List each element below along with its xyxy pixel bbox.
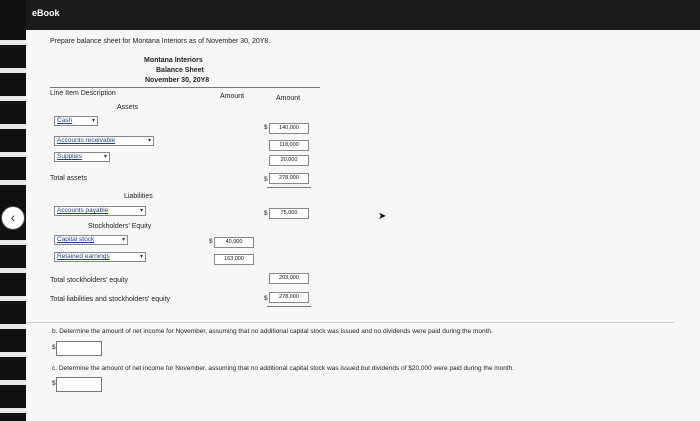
ebook-label[interactable]: eBook: [32, 8, 60, 18]
rail-stripe: [0, 124, 26, 129]
rail-stripe: [0, 96, 26, 101]
accounts-receivable-select[interactable]: Accounts receivable ▾: [54, 136, 154, 146]
worksheet: [26, 30, 700, 421]
rail-stripe: [0, 240, 26, 245]
dollar-sign: $: [264, 295, 268, 302]
top-bar: [26, 0, 700, 30]
liabilities-label: Liabilities: [124, 193, 153, 200]
total-double-rule: [267, 306, 311, 307]
accounts-receivable-amount[interactable]: 118,000: [269, 140, 309, 151]
total-equity-label: Total stockholders' equity: [50, 277, 128, 284]
assets-label: Assets: [117, 104, 139, 111]
net-income-b-input[interactable]: [56, 341, 102, 356]
accounts-payable-select[interactable]: Accounts payable ▾: [54, 206, 146, 216]
col-description: Line Item Description: [50, 90, 116, 97]
total-liabilities-equity-amount[interactable]: 278,000: [269, 292, 309, 303]
rail-stripe: [0, 68, 26, 73]
header-rule: [50, 87, 320, 88]
dollar-sign: $: [209, 238, 213, 245]
equity-label: Stockholders' Equity: [88, 223, 152, 230]
rail-stripe: [0, 380, 26, 385]
statement-title: Balance Sheet: [156, 67, 204, 74]
col-amount-2: Amount: [276, 95, 301, 102]
cash-select[interactable]: Cash ▾: [54, 116, 98, 126]
net-income-c-input[interactable]: [56, 377, 102, 392]
supplies-select[interactable]: Supplies ▾: [54, 152, 110, 162]
section-divider: [26, 322, 674, 323]
company-name: Montana Interiors: [144, 57, 203, 64]
chevron-left-icon: ‹: [10, 209, 16, 225]
capital-stock-select[interactable]: Capital stock ▾: [54, 235, 128, 245]
rail-stripe: [0, 296, 26, 301]
chevron-down-icon: ▾: [121, 237, 125, 243]
statement-date: November 30, 20Y8: [145, 77, 210, 84]
chevron-down-icon: ▾: [139, 254, 143, 260]
prompt-text: Prepare balance sheet for Montana Interiors as of November 30, 20Y8.: [50, 38, 271, 45]
cash-amount[interactable]: 140,000: [269, 123, 309, 134]
rail-stripe: [0, 268, 26, 273]
retained-earnings-select[interactable]: Retained earnings ▾: [54, 252, 146, 262]
total-liabilities-equity-label: Total liabilities and stockholders' equity: [50, 296, 171, 303]
chevron-down-icon: ▾: [103, 154, 107, 160]
dollar-sign: $: [52, 344, 56, 351]
rail-stripe: [0, 40, 26, 45]
rail-stripe: [0, 180, 26, 185]
accounts-payable-amount[interactable]: 75,000: [269, 208, 309, 219]
chevron-down-icon: ▾: [91, 118, 95, 124]
question-c-text: c. Determine the amount of net income for November, assuming that no additional capital stock was issued but dividends of $20,000 were paid during the month.: [52, 365, 515, 372]
supplies-amount[interactable]: 20,000: [269, 155, 309, 166]
retained-earnings-amount[interactable]: 163,000: [214, 254, 254, 265]
rail-stripe: [0, 352, 26, 357]
dollar-sign: $: [52, 380, 56, 387]
total-assets-label: Total assets: [50, 175, 87, 182]
rail-stripe: [0, 152, 26, 157]
total-double-rule: [267, 187, 311, 188]
rail-stripe: [0, 408, 26, 413]
prev-page-button[interactable]: [1, 206, 25, 230]
mouse-cursor-icon: ➤: [378, 211, 387, 222]
rail-stripe: [0, 324, 26, 329]
total-equity-amount[interactable]: 203,000: [269, 273, 309, 284]
question-b-text: b. Determine the amount of net income for November, assuming that no additional capital stock was issued and no dividends were paid during the month.: [52, 328, 493, 335]
col-amount-1: Amount: [220, 93, 245, 100]
dollar-sign: $: [264, 210, 268, 217]
total-assets-amount[interactable]: 278,000: [269, 173, 309, 184]
dollar-sign: $: [264, 176, 268, 183]
chevron-down-icon: ▾: [147, 138, 151, 144]
dollar-sign: $: [264, 124, 268, 131]
chevron-down-icon: ▾: [139, 208, 143, 214]
capital-stock-amount[interactable]: 40,000: [214, 237, 254, 248]
